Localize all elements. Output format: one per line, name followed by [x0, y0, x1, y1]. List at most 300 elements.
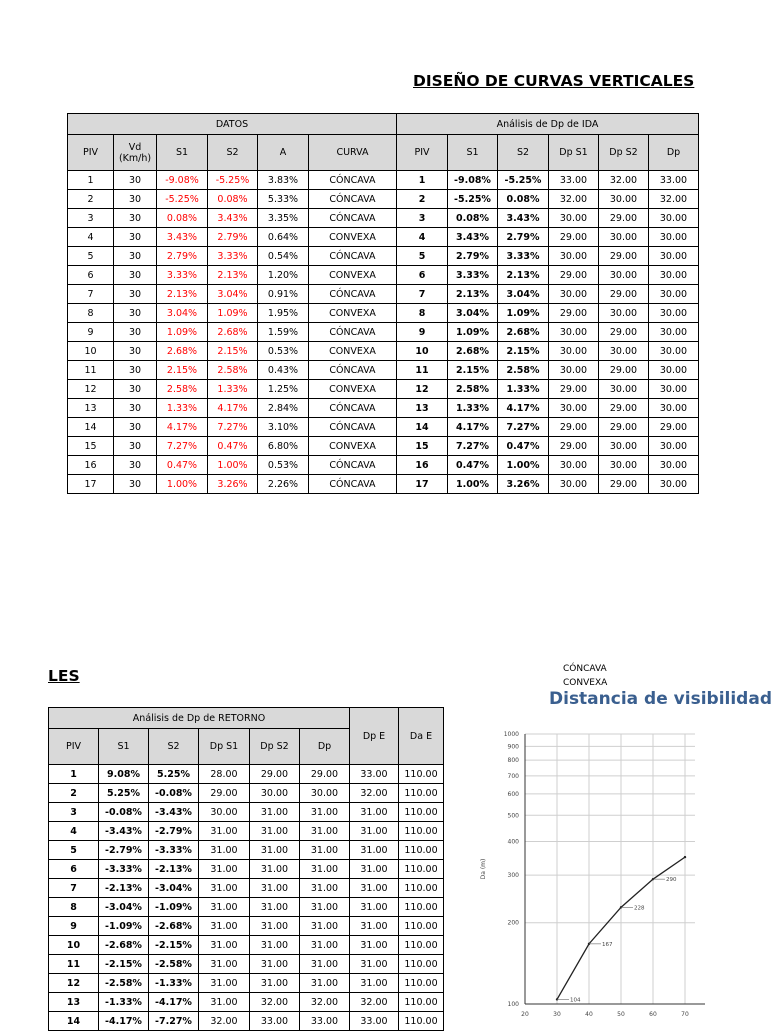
table-row [68, 190, 699, 209]
table-cell: 28.00 [199, 765, 250, 784]
y-tick-label: 600 [507, 790, 519, 798]
table-cell: 5 [49, 841, 99, 860]
table-cell: 32.00 [649, 190, 699, 209]
column-header: S1 [448, 135, 498, 171]
table-cell: 110.00 [399, 936, 444, 955]
table-cell: 3.04% [157, 304, 208, 323]
table-cell: 2.79% [498, 228, 549, 247]
table-cell: 3.43% [157, 228, 208, 247]
table-cell: 33.00 [250, 1012, 300, 1031]
table-cell: -2.13% [99, 879, 149, 898]
table-cell: 30.00 [599, 266, 649, 285]
column-header: Dp [300, 729, 350, 765]
table-cell: 1.33% [448, 399, 498, 418]
table-cell: 30.00 [599, 437, 649, 456]
table-cell: 4.17% [208, 399, 258, 418]
table-cell: 32.00 [250, 993, 300, 1012]
table-row [49, 993, 444, 1012]
table-cell: 29.00 [599, 399, 649, 418]
column-header: A [258, 135, 309, 171]
table-cell: 1.20% [258, 266, 309, 285]
table-cell: 2.13% [208, 266, 258, 285]
table-cell: 30 [114, 323, 157, 342]
table-cell: -1.09% [99, 917, 149, 936]
table-cell: 30 [114, 228, 157, 247]
table-row [49, 955, 444, 974]
table-row [49, 860, 444, 879]
table-cell: CÓNCAVA [309, 475, 397, 494]
table-row [68, 171, 699, 190]
table-cell: 13 [397, 399, 448, 418]
table-cell: CONVEXA [309, 266, 397, 285]
table-cell: CÓNCAVA [309, 323, 397, 342]
table-cell: 30.00 [599, 190, 649, 209]
table-cell: 2.15% [448, 361, 498, 380]
column-header-dp-e: Dp E [350, 708, 399, 765]
table-cell: 2.58% [448, 380, 498, 399]
table-cell: 9 [49, 917, 99, 936]
table-cell: 110.00 [399, 993, 444, 1012]
table-cell: 30 [114, 418, 157, 437]
table-cell: 13 [49, 993, 99, 1012]
table-cell: 29.00 [599, 247, 649, 266]
table-cell: 31.00 [199, 993, 250, 1012]
x-tick-label: 40 [585, 1011, 593, 1018]
table-row [68, 418, 699, 437]
table-row [68, 304, 699, 323]
column-header: Vd (Km/h) [114, 135, 157, 171]
table-cell: 30.00 [549, 456, 599, 475]
ida-table [67, 113, 699, 494]
table-cell: 33.00 [549, 171, 599, 190]
table-row [68, 456, 699, 475]
table-cell: 7.27% [498, 418, 549, 437]
table-cell: 31.00 [199, 974, 250, 993]
table-cell: 31.00 [350, 974, 399, 993]
table-row [49, 917, 444, 936]
table-cell: 29.00 [549, 304, 599, 323]
table-cell: 1.33% [208, 380, 258, 399]
table-cell: 5.33% [258, 190, 309, 209]
table-row [49, 1012, 444, 1031]
table-cell: -2.79% [99, 841, 149, 860]
table-cell: -5.25% [157, 190, 208, 209]
table-cell: 1.00% [208, 456, 258, 475]
table-row [68, 228, 699, 247]
column-header: PIV [49, 729, 99, 765]
table-cell: CÓNCAVA [309, 456, 397, 475]
table-row [68, 475, 699, 494]
table-row [49, 974, 444, 993]
table-cell: 6.80% [258, 437, 309, 456]
table-cell: -0.08% [99, 803, 149, 822]
group-header-retorno: Análisis de Dp de RETORNO [49, 708, 350, 729]
table-cell: 2.58% [498, 361, 549, 380]
table-cell: 29.00 [549, 437, 599, 456]
table-row [68, 399, 699, 418]
table-cell: 29.00 [599, 361, 649, 380]
column-header: Dp S2 [599, 135, 649, 171]
table-cell: 12 [49, 974, 99, 993]
table-cell: 11 [68, 361, 114, 380]
table-row [68, 247, 699, 266]
table-cell: 30 [114, 190, 157, 209]
data-label: 228 [634, 905, 645, 912]
table-cell: 30.00 [649, 247, 699, 266]
table-cell: 0.08% [448, 209, 498, 228]
table-cell: 30 [114, 209, 157, 228]
table-cell: 3.83% [258, 171, 309, 190]
table-row [49, 841, 444, 860]
x-tick-label: 20 [521, 1011, 529, 1018]
table-cell: 30.00 [599, 380, 649, 399]
table-cell: 0.47% [157, 456, 208, 475]
table-cell: 1.09% [498, 304, 549, 323]
table-cell: 3 [49, 803, 99, 822]
table-cell: 30.00 [649, 228, 699, 247]
column-header: Dp [649, 135, 699, 171]
table-cell: 29.00 [549, 418, 599, 437]
table-cell: 29.00 [599, 475, 649, 494]
table-cell: 30 [114, 399, 157, 418]
table-cell: 1.00% [498, 456, 549, 475]
table-cell: 6 [49, 860, 99, 879]
table-cell: 30.00 [599, 456, 649, 475]
table-cell: 110.00 [399, 879, 444, 898]
table-cell: 31.00 [300, 803, 350, 822]
table-cell: 15 [68, 437, 114, 456]
table-cell: 7 [68, 285, 114, 304]
data-label: 104 [570, 997, 581, 1004]
table-cell: 0.08% [498, 190, 549, 209]
column-header: S2 [208, 135, 258, 171]
table-cell: -2.58% [99, 974, 149, 993]
table-cell: 4.17% [498, 399, 549, 418]
table-cell: 110.00 [399, 974, 444, 993]
table-cell: 31.00 [250, 822, 300, 841]
column-headers [68, 135, 699, 171]
table-cell: 0.08% [208, 190, 258, 209]
group-header-datos: DATOS [68, 114, 397, 135]
table-cell: 1.59% [258, 323, 309, 342]
table-cell: 31.00 [250, 974, 300, 993]
table-cell: 30.00 [549, 285, 599, 304]
table-cell: 30.00 [250, 784, 300, 803]
table-cell: 29.00 [549, 228, 599, 247]
table-cell: 30.00 [649, 304, 699, 323]
data-point [684, 856, 686, 858]
table-cell: -1.33% [99, 993, 149, 1012]
table-cell: 2.15% [498, 342, 549, 361]
table-cell: 31.00 [300, 822, 350, 841]
x-tick-label: 50 [617, 1011, 625, 1018]
chart-title: Distancia de visibilidad [549, 689, 772, 709]
table-cell: 7.27% [448, 437, 498, 456]
table-cell: 3.04% [498, 285, 549, 304]
table-cell: 30.00 [549, 475, 599, 494]
table-cell: CONVEXA [309, 304, 397, 323]
table-cell: 30 [114, 380, 157, 399]
y-tick-label: 400 [507, 838, 519, 846]
table-cell: 31.00 [350, 898, 399, 917]
table-cell: 9.08% [99, 765, 149, 784]
table-cell: 30.00 [649, 342, 699, 361]
table-cell: 3.43% [498, 209, 549, 228]
table-cell: 11 [49, 955, 99, 974]
table-cell: 3 [68, 209, 114, 228]
table-cell: -4.17% [149, 993, 199, 1012]
table-cell: 31.00 [250, 936, 300, 955]
table-cell: 2 [49, 784, 99, 803]
table-cell: -7.27% [149, 1012, 199, 1031]
table-cell: 30.00 [549, 247, 599, 266]
table-row [49, 765, 444, 784]
table-cell: -1.33% [149, 974, 199, 993]
table-cell: 2.58% [157, 380, 208, 399]
table-cell: -3.43% [99, 822, 149, 841]
table-cell: -2.15% [99, 955, 149, 974]
table-row [49, 879, 444, 898]
table-cell: 31.00 [199, 822, 250, 841]
table-cell: 12 [68, 380, 114, 399]
table-cell: 1.09% [448, 323, 498, 342]
table-cell: 1.25% [258, 380, 309, 399]
table-cell: 7.27% [208, 418, 258, 437]
table-cell: 0.54% [258, 247, 309, 266]
table-cell: 31.00 [250, 879, 300, 898]
table-cell: 30 [114, 285, 157, 304]
table-cell: 31.00 [300, 898, 350, 917]
table-cell: CONVEXA [309, 342, 397, 361]
table-cell: 30.00 [549, 323, 599, 342]
table-cell: 29.00 [599, 209, 649, 228]
table-cell: 30.00 [649, 266, 699, 285]
table-cell: -2.15% [149, 936, 199, 955]
table-cell: 30.00 [649, 456, 699, 475]
table-cell: 31.00 [300, 955, 350, 974]
table-cell: 33.00 [350, 1012, 399, 1031]
table-cell: 1 [49, 765, 99, 784]
table-cell: 110.00 [399, 822, 444, 841]
table-cell: 31.00 [350, 860, 399, 879]
table-cell: -4.17% [99, 1012, 149, 1031]
table-cell: -9.08% [448, 171, 498, 190]
table-cell: 32.00 [350, 993, 399, 1012]
table-cell: 31.00 [350, 841, 399, 860]
table-cell: 4.17% [448, 418, 498, 437]
table-cell: 30.00 [549, 209, 599, 228]
table-cell: 30.00 [649, 209, 699, 228]
table-cell: 7 [49, 879, 99, 898]
column-header: CURVA [309, 135, 397, 171]
table-cell: 31.00 [350, 879, 399, 898]
table-cell: 4 [397, 228, 448, 247]
table-cell: 31.00 [199, 936, 250, 955]
table-row [68, 285, 699, 304]
table-cell: 9 [68, 323, 114, 342]
chart-svg [467, 718, 707, 1024]
data-label: 290 [666, 877, 677, 884]
table-cell: 29.00 [649, 418, 699, 437]
table-cell: CÓNCAVA [309, 285, 397, 304]
table-cell: 0.64% [258, 228, 309, 247]
table-cell: 3.43% [208, 209, 258, 228]
table-row [68, 380, 699, 399]
table-cell: 29.00 [250, 765, 300, 784]
table-cell: 3.26% [498, 475, 549, 494]
x-tick-label: 70 [681, 1011, 689, 1018]
page-title: DISEÑO DE CURVAS VERTICALES [413, 72, 695, 90]
table-cell: 0.47% [498, 437, 549, 456]
table-cell: 2.79% [208, 228, 258, 247]
table-cell: 2.15% [157, 361, 208, 380]
table-row [68, 266, 699, 285]
table-cell: 30 [114, 247, 157, 266]
table-cell: 30 [114, 171, 157, 190]
table-cell: 5 [68, 247, 114, 266]
table-cell: 3.33% [157, 266, 208, 285]
table-cell: 2 [68, 190, 114, 209]
table-cell: 31.00 [250, 841, 300, 860]
table-cell: -2.68% [149, 917, 199, 936]
table-cell: 2 [397, 190, 448, 209]
table-cell: 29.00 [599, 323, 649, 342]
table-cell: 31.00 [300, 860, 350, 879]
table-cell: 2.15% [208, 342, 258, 361]
table-cell: 8 [68, 304, 114, 323]
table-cell: -2.13% [149, 860, 199, 879]
table-cell: 31.00 [250, 917, 300, 936]
table-cell: 32.00 [549, 190, 599, 209]
table-cell: 15 [397, 437, 448, 456]
table-cell: 14 [49, 1012, 99, 1031]
table-cell: -2.79% [149, 822, 199, 841]
retorno-table [48, 707, 444, 1031]
table-cell: 1.09% [157, 323, 208, 342]
table-cell: 110.00 [399, 860, 444, 879]
table-cell: 31.00 [350, 803, 399, 822]
table-cell: 11 [397, 361, 448, 380]
y-tick-label: 200 [507, 919, 519, 927]
table-cell: 4 [68, 228, 114, 247]
table-cell: 29.00 [549, 266, 599, 285]
table-cell: 30.00 [549, 342, 599, 361]
table-cell: 110.00 [399, 841, 444, 860]
y-tick-label: 500 [507, 812, 519, 820]
table-cell: 31.00 [199, 860, 250, 879]
table-cell: 30.00 [649, 399, 699, 418]
table-cell: 0.53% [258, 342, 309, 361]
x-tick-label: 60 [649, 1011, 657, 1018]
table-cell: 3.33% [448, 266, 498, 285]
table-cell: 110.00 [399, 784, 444, 803]
table-cell: 31.00 [250, 955, 300, 974]
table-cell: 1.09% [208, 304, 258, 323]
table-cell: 31.00 [300, 974, 350, 993]
table-cell: CONVEXA [309, 228, 397, 247]
table-cell: 0.08% [157, 209, 208, 228]
table-row [68, 323, 699, 342]
table-cell: 30 [114, 475, 157, 494]
table-cell: 31.00 [199, 898, 250, 917]
table-cell: CÓNCAVA [309, 209, 397, 228]
legend-item-concava: CÓNCAVA [563, 664, 607, 674]
table-cell: 6 [397, 266, 448, 285]
table-cell: 32.00 [300, 993, 350, 1012]
y-axis-label: Da (m) [480, 858, 487, 880]
table-cell: 7.27% [157, 437, 208, 456]
table-cell: -3.43% [149, 803, 199, 822]
table-cell: -2.58% [149, 955, 199, 974]
table-cell: 12 [397, 380, 448, 399]
table-cell: -3.33% [149, 841, 199, 860]
table-cell: 31.00 [199, 879, 250, 898]
table-cell: 30 [114, 456, 157, 475]
column-header: PIV [68, 135, 114, 171]
table-cell: 31.00 [199, 841, 250, 860]
table-cell: 31.00 [300, 936, 350, 955]
table-cell: CÓNCAVA [309, 418, 397, 437]
table-cell: 30.00 [199, 803, 250, 822]
x-tick-label: 30 [553, 1011, 561, 1018]
table-cell: 33.00 [300, 1012, 350, 1031]
table-cell: 2.13% [157, 285, 208, 304]
table-cell: 31.00 [250, 860, 300, 879]
table-cell: -0.08% [149, 784, 199, 803]
table-cell: 6 [68, 266, 114, 285]
table-cell: 31.00 [300, 879, 350, 898]
table-cell: 30 [114, 437, 157, 456]
table-cell: 30 [114, 361, 157, 380]
sight-distance-chart [467, 718, 689, 1024]
table-cell: 0.47% [208, 437, 258, 456]
column-header: S2 [498, 135, 549, 171]
table-cell: 30 [114, 342, 157, 361]
table-cell: 30.00 [599, 342, 649, 361]
table-cell: 10 [49, 936, 99, 955]
table-cell: 1.33% [498, 380, 549, 399]
table-cell: 110.00 [399, 1012, 444, 1031]
table-cell: 8 [49, 898, 99, 917]
table-cell: 110.00 [399, 803, 444, 822]
table-cell: 29.00 [549, 380, 599, 399]
table-cell: 31.00 [350, 917, 399, 936]
table-row [68, 342, 699, 361]
table-cell: -3.33% [99, 860, 149, 879]
table-cell: CÓNCAVA [309, 171, 397, 190]
table-cell: 2.68% [208, 323, 258, 342]
y-tick-label: 900 [507, 743, 519, 751]
table-cell: 10 [68, 342, 114, 361]
table-cell: 33.00 [649, 171, 699, 190]
column-header: Dp S1 [199, 729, 250, 765]
table-cell: -2.68% [99, 936, 149, 955]
table-cell: 1.00% [157, 475, 208, 494]
table-cell: 0.43% [258, 361, 309, 380]
table-cell: 30.00 [599, 304, 649, 323]
table-cell: 5.25% [99, 784, 149, 803]
table-cell: CÓNCAVA [309, 361, 397, 380]
table-cell: 31.00 [199, 917, 250, 936]
table-row [49, 936, 444, 955]
table-cell: 17 [397, 475, 448, 494]
table-cell: 30 [114, 304, 157, 323]
table-cell: 8 [397, 304, 448, 323]
table-cell: 5.25% [149, 765, 199, 784]
table-row [68, 209, 699, 228]
table-cell: 110.00 [399, 955, 444, 974]
table-cell: 110.00 [399, 917, 444, 936]
